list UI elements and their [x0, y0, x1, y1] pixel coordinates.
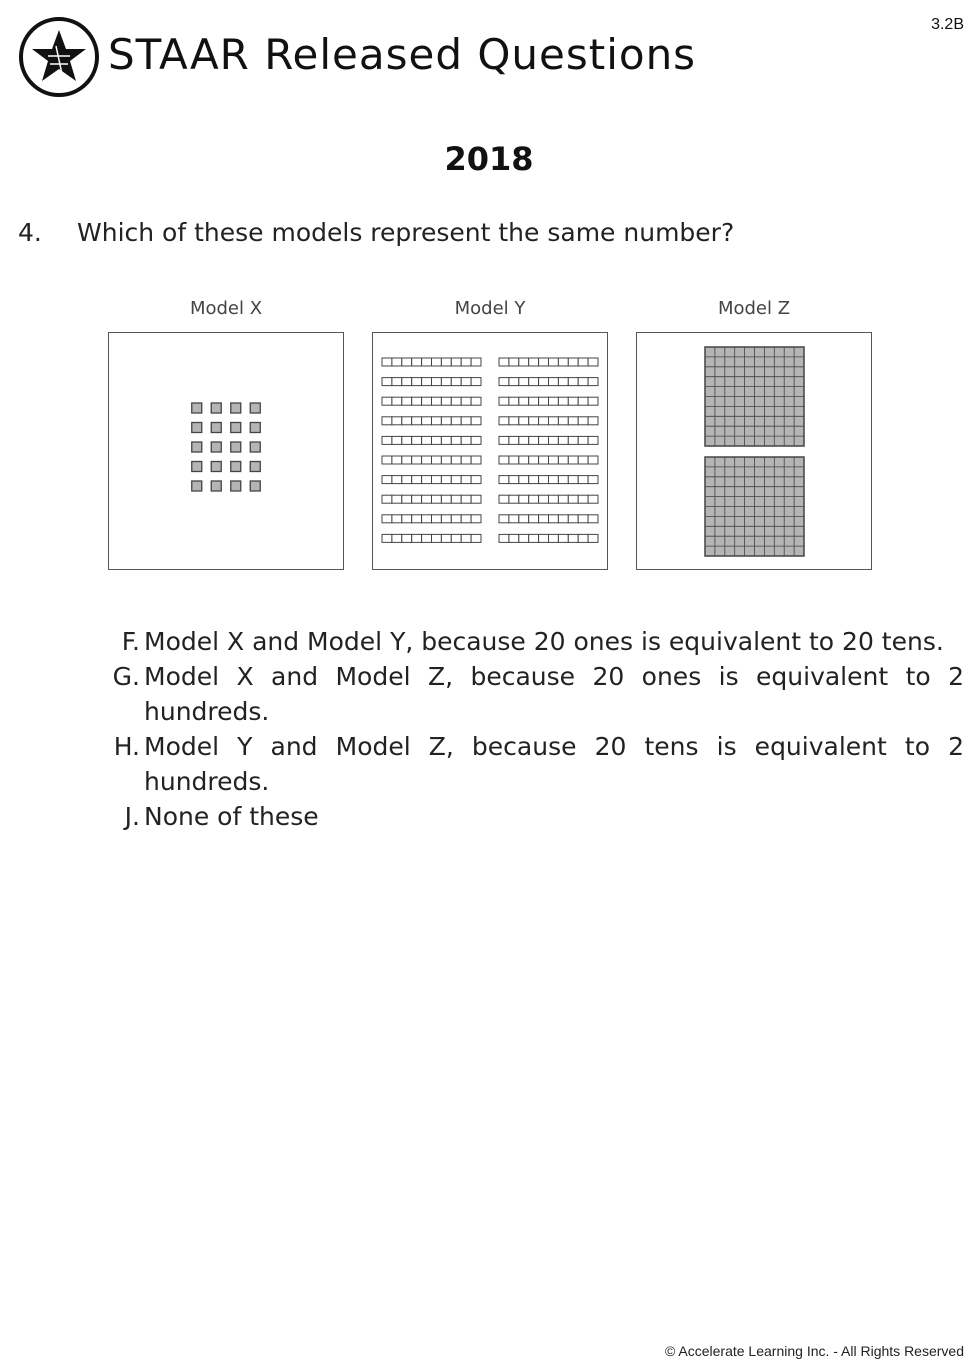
- tens-rod: [382, 397, 481, 405]
- rod-unit: [539, 476, 549, 484]
- rod-unit: [558, 456, 568, 464]
- rod-unit: [578, 456, 588, 464]
- rod-unit: [461, 515, 471, 523]
- rod-unit: [509, 495, 519, 503]
- rod-unit: [519, 534, 529, 542]
- rod-unit: [529, 495, 539, 503]
- rod-unit: [441, 515, 451, 523]
- rod-unit: [461, 378, 471, 386]
- tens-rod: [382, 358, 481, 366]
- tens-rod: [382, 417, 481, 425]
- rod-unit: [529, 358, 539, 366]
- rod-unit: [441, 358, 451, 366]
- rod-unit: [578, 397, 588, 405]
- rod-unit: [402, 417, 412, 425]
- rod-unit: [432, 417, 442, 425]
- rod-unit: [402, 495, 412, 503]
- rod-unit: [539, 378, 549, 386]
- rod-unit: [461, 358, 471, 366]
- rod-unit: [568, 358, 578, 366]
- rod-unit: [499, 456, 509, 464]
- rod-unit: [392, 358, 402, 366]
- choice-text: Model Y and Model Z, because 20 tens is equivalent to 2 hundreds.: [144, 732, 964, 796]
- rod-unit: [558, 515, 568, 523]
- tens-rod: [499, 495, 598, 503]
- rod-unit: [499, 495, 509, 503]
- tens-rod: [499, 436, 598, 444]
- rod-unit: [422, 515, 432, 523]
- rod-unit: [441, 397, 451, 405]
- rod-unit: [382, 378, 392, 386]
- choice-j[interactable]: [60, 799, 964, 834]
- rod-unit: [392, 476, 402, 484]
- ones-cube: [250, 462, 260, 472]
- rod-unit: [529, 515, 539, 523]
- rod-unit: [461, 476, 471, 484]
- rod-unit: [432, 534, 442, 542]
- rod-unit: [588, 397, 598, 405]
- ones-cube: [192, 481, 202, 491]
- rod-unit: [578, 358, 588, 366]
- rod-unit: [471, 515, 481, 523]
- rod-unit: [588, 436, 598, 444]
- rod-unit: [392, 515, 402, 523]
- rod-unit: [509, 436, 519, 444]
- rod-unit: [578, 534, 588, 542]
- ones-cube: [192, 403, 202, 413]
- hundreds-flat: [705, 457, 804, 556]
- rod-unit: [539, 456, 549, 464]
- rod-unit: [451, 417, 461, 425]
- rod-unit: [441, 378, 451, 386]
- rod-unit: [529, 436, 539, 444]
- rod-unit: [451, 495, 461, 503]
- ones-cube: [250, 481, 260, 491]
- ones-cube: [192, 462, 202, 472]
- model-y-label: Model Y: [454, 298, 526, 319]
- rod-unit: [451, 476, 461, 484]
- rod-unit: [471, 358, 481, 366]
- rod-unit: [402, 358, 412, 366]
- rod-unit: [549, 515, 559, 523]
- rod-unit: [382, 476, 392, 484]
- rod-unit: [432, 358, 442, 366]
- rod-unit: [549, 456, 559, 464]
- rod-unit: [539, 436, 549, 444]
- ones-cube: [192, 442, 202, 452]
- rod-unit: [588, 378, 598, 386]
- rod-unit: [539, 417, 549, 425]
- rod-unit: [519, 476, 529, 484]
- rod-unit: [402, 476, 412, 484]
- rod-unit: [461, 495, 471, 503]
- rod-unit: [549, 476, 559, 484]
- rod-unit: [578, 378, 588, 386]
- rod-unit: [588, 358, 598, 366]
- rod-unit: [471, 397, 481, 405]
- standard-code: 3.2B: [931, 16, 964, 33]
- rod-unit: [451, 534, 461, 542]
- model-z-box: [636, 332, 872, 570]
- rod-unit: [412, 515, 422, 523]
- rod-unit: [451, 515, 461, 523]
- rod-unit: [461, 417, 471, 425]
- rod-unit: [412, 378, 422, 386]
- base-ten-models-figure: [108, 298, 874, 574]
- rod-unit: [382, 397, 392, 405]
- rod-unit: [578, 515, 588, 523]
- rod-unit: [558, 417, 568, 425]
- rod-unit: [432, 515, 442, 523]
- rod-unit: [382, 417, 392, 425]
- model-y-tens-rods: [373, 333, 607, 569]
- rod-unit: [519, 436, 529, 444]
- tens-rod: [382, 436, 481, 444]
- rod-unit: [558, 358, 568, 366]
- hundreds-flat: [705, 347, 804, 446]
- rod-unit: [529, 397, 539, 405]
- rod-unit: [471, 378, 481, 386]
- model-x-box: [108, 332, 344, 570]
- choice-f[interactable]: [60, 624, 964, 659]
- rod-unit: [588, 515, 598, 523]
- rod-unit: [509, 534, 519, 542]
- tens-rod: [499, 417, 598, 425]
- rod-unit: [588, 534, 598, 542]
- rod-unit: [509, 515, 519, 523]
- rod-unit: [461, 397, 471, 405]
- rod-unit: [412, 495, 422, 503]
- rod-unit: [568, 534, 578, 542]
- rod-unit: [539, 495, 549, 503]
- model-z-label: Model Z: [717, 298, 791, 319]
- ones-cube: [231, 462, 241, 472]
- rod-unit: [499, 417, 509, 425]
- rod-unit: [558, 397, 568, 405]
- rod-unit: [461, 534, 471, 542]
- rod-unit: [588, 495, 598, 503]
- tens-rod: [499, 358, 598, 366]
- rod-unit: [499, 436, 509, 444]
- rod-unit: [432, 495, 442, 503]
- tens-rod: [499, 378, 598, 386]
- rod-unit: [558, 476, 568, 484]
- tens-rod: [382, 456, 481, 464]
- rod-unit: [578, 436, 588, 444]
- rod-unit: [539, 515, 549, 523]
- rod-unit: [509, 417, 519, 425]
- rod-unit: [422, 417, 432, 425]
- rod-unit: [499, 515, 509, 523]
- rod-unit: [519, 378, 529, 386]
- choice-h[interactable]: [60, 729, 964, 799]
- rod-unit: [402, 397, 412, 405]
- rod-unit: [519, 515, 529, 523]
- rod-unit: [519, 397, 529, 405]
- choice-text: Model X and Model Y, because 20 ones is equivalent to 20 tens.: [144, 627, 944, 656]
- rod-unit: [549, 417, 559, 425]
- rod-unit: [499, 534, 509, 542]
- answer-choices: [60, 624, 964, 834]
- rod-unit: [402, 436, 412, 444]
- year-heading: 2018: [444, 140, 534, 178]
- choice-letter: F.: [121, 627, 140, 656]
- model-y-box: [372, 332, 608, 570]
- ones-cube: [211, 481, 221, 491]
- model-x-label: Model X: [189, 298, 263, 319]
- rod-unit: [451, 456, 461, 464]
- rod-unit: [461, 436, 471, 444]
- rod-unit: [441, 417, 451, 425]
- ones-cube: [250, 403, 260, 413]
- rod-unit: [422, 476, 432, 484]
- ones-cube: [231, 481, 241, 491]
- rod-unit: [588, 456, 598, 464]
- rod-unit: [519, 358, 529, 366]
- ones-cube: [192, 423, 202, 433]
- ones-cube: [250, 423, 260, 433]
- rod-unit: [568, 515, 578, 523]
- rod-unit: [519, 417, 529, 425]
- rod-unit: [412, 436, 422, 444]
- question-number: 4.: [18, 218, 42, 247]
- question-text: Which of these models represent the same number?: [77, 218, 735, 247]
- tens-rod: [499, 534, 598, 542]
- rod-unit: [519, 456, 529, 464]
- ones-cube: [211, 462, 221, 472]
- rod-unit: [558, 534, 568, 542]
- choice-text: None of these: [144, 802, 319, 831]
- rod-unit: [412, 534, 422, 542]
- rod-unit: [382, 495, 392, 503]
- rod-unit: [499, 378, 509, 386]
- rod-unit: [441, 534, 451, 542]
- ones-cube: [211, 442, 221, 452]
- rod-unit: [471, 456, 481, 464]
- rod-unit: [412, 397, 422, 405]
- star-logo-icon: [18, 16, 100, 98]
- rod-unit: [451, 378, 461, 386]
- rod-unit: [558, 495, 568, 503]
- rod-unit: [539, 534, 549, 542]
- rod-unit: [529, 456, 539, 464]
- rod-unit: [509, 378, 519, 386]
- rod-unit: [451, 397, 461, 405]
- rod-unit: [441, 476, 451, 484]
- rod-unit: [499, 476, 509, 484]
- rod-unit: [509, 476, 519, 484]
- rod-unit: [549, 436, 559, 444]
- rod-unit: [549, 397, 559, 405]
- rod-unit: [568, 417, 578, 425]
- rod-unit: [529, 476, 539, 484]
- rod-unit: [402, 515, 412, 523]
- rod-unit: [412, 358, 422, 366]
- rod-unit: [499, 358, 509, 366]
- rod-unit: [558, 378, 568, 386]
- rod-unit: [509, 358, 519, 366]
- rod-unit: [471, 476, 481, 484]
- rod-unit: [578, 495, 588, 503]
- rod-unit: [578, 417, 588, 425]
- ones-cube: [231, 423, 241, 433]
- rod-unit: [402, 378, 412, 386]
- rod-unit: [588, 476, 598, 484]
- rod-unit: [392, 534, 402, 542]
- rod-unit: [422, 495, 432, 503]
- rod-unit: [519, 495, 529, 503]
- rod-unit: [392, 495, 402, 503]
- ones-cube: [231, 403, 241, 413]
- rod-unit: [549, 495, 559, 503]
- tens-rod: [382, 495, 481, 503]
- rod-unit: [558, 436, 568, 444]
- rod-unit: [529, 378, 539, 386]
- ones-cube: [250, 442, 260, 452]
- tens-rod: [499, 456, 598, 464]
- rod-unit: [568, 436, 578, 444]
- choice-g[interactable]: [60, 659, 964, 729]
- page-title: STAAR Released Questions: [108, 30, 697, 79]
- rod-unit: [529, 534, 539, 542]
- rod-unit: [499, 397, 509, 405]
- rod-unit: [382, 515, 392, 523]
- tens-rod: [499, 476, 598, 484]
- rod-unit: [392, 417, 402, 425]
- rod-unit: [441, 436, 451, 444]
- rod-unit: [471, 495, 481, 503]
- rod-unit: [412, 417, 422, 425]
- rod-unit: [412, 476, 422, 484]
- rod-unit: [539, 358, 549, 366]
- tens-rod: [382, 476, 481, 484]
- rod-unit: [568, 495, 578, 503]
- rod-unit: [568, 378, 578, 386]
- rod-unit: [461, 456, 471, 464]
- rod-unit: [568, 397, 578, 405]
- rod-unit: [432, 476, 442, 484]
- rod-unit: [451, 436, 461, 444]
- rod-unit: [549, 378, 559, 386]
- rod-unit: [392, 397, 402, 405]
- rod-unit: [441, 456, 451, 464]
- rod-unit: [539, 397, 549, 405]
- rod-unit: [392, 456, 402, 464]
- ones-cube: [231, 442, 241, 452]
- rod-unit: [382, 358, 392, 366]
- rod-unit: [471, 417, 481, 425]
- ones-cube: [211, 403, 221, 413]
- rod-unit: [509, 397, 519, 405]
- rod-unit: [578, 476, 588, 484]
- rod-unit: [432, 456, 442, 464]
- rod-unit: [441, 495, 451, 503]
- rod-unit: [471, 436, 481, 444]
- tens-rod: [499, 397, 598, 405]
- rod-unit: [402, 456, 412, 464]
- rod-unit: [392, 378, 402, 386]
- rod-unit: [432, 397, 442, 405]
- copyright-footer: © Accelerate Learning Inc. - All Rights Reserved: [664, 1343, 964, 1359]
- model-x-ones-blocks: [109, 333, 343, 569]
- model-z-hundreds-flats: [637, 333, 871, 569]
- rod-unit: [392, 436, 402, 444]
- choice-letter: J.: [124, 802, 140, 831]
- rod-unit: [451, 358, 461, 366]
- tens-rod: [499, 515, 598, 523]
- choice-letter: H.: [113, 732, 140, 761]
- rod-unit: [509, 456, 519, 464]
- rod-unit: [422, 397, 432, 405]
- tens-rod: [382, 378, 481, 386]
- choice-letter: G.: [112, 662, 140, 691]
- rod-unit: [382, 456, 392, 464]
- rod-unit: [549, 358, 559, 366]
- rod-unit: [422, 436, 432, 444]
- rod-unit: [471, 534, 481, 542]
- rod-unit: [422, 378, 432, 386]
- rod-unit: [382, 436, 392, 444]
- tens-rod: [382, 534, 481, 542]
- rod-unit: [402, 534, 412, 542]
- rod-unit: [588, 417, 598, 425]
- rod-unit: [432, 378, 442, 386]
- choice-text: Model X and Model Z, because 20 ones is equivalent to 2 hundreds.: [144, 662, 964, 726]
- rod-unit: [422, 534, 432, 542]
- rod-unit: [432, 436, 442, 444]
- rod-unit: [568, 456, 578, 464]
- rod-unit: [412, 456, 422, 464]
- tens-rod: [382, 515, 481, 523]
- rod-unit: [568, 476, 578, 484]
- rod-unit: [422, 358, 432, 366]
- rod-unit: [382, 534, 392, 542]
- rod-unit: [529, 417, 539, 425]
- ones-cube: [211, 423, 221, 433]
- rod-unit: [549, 534, 559, 542]
- rod-unit: [422, 456, 432, 464]
